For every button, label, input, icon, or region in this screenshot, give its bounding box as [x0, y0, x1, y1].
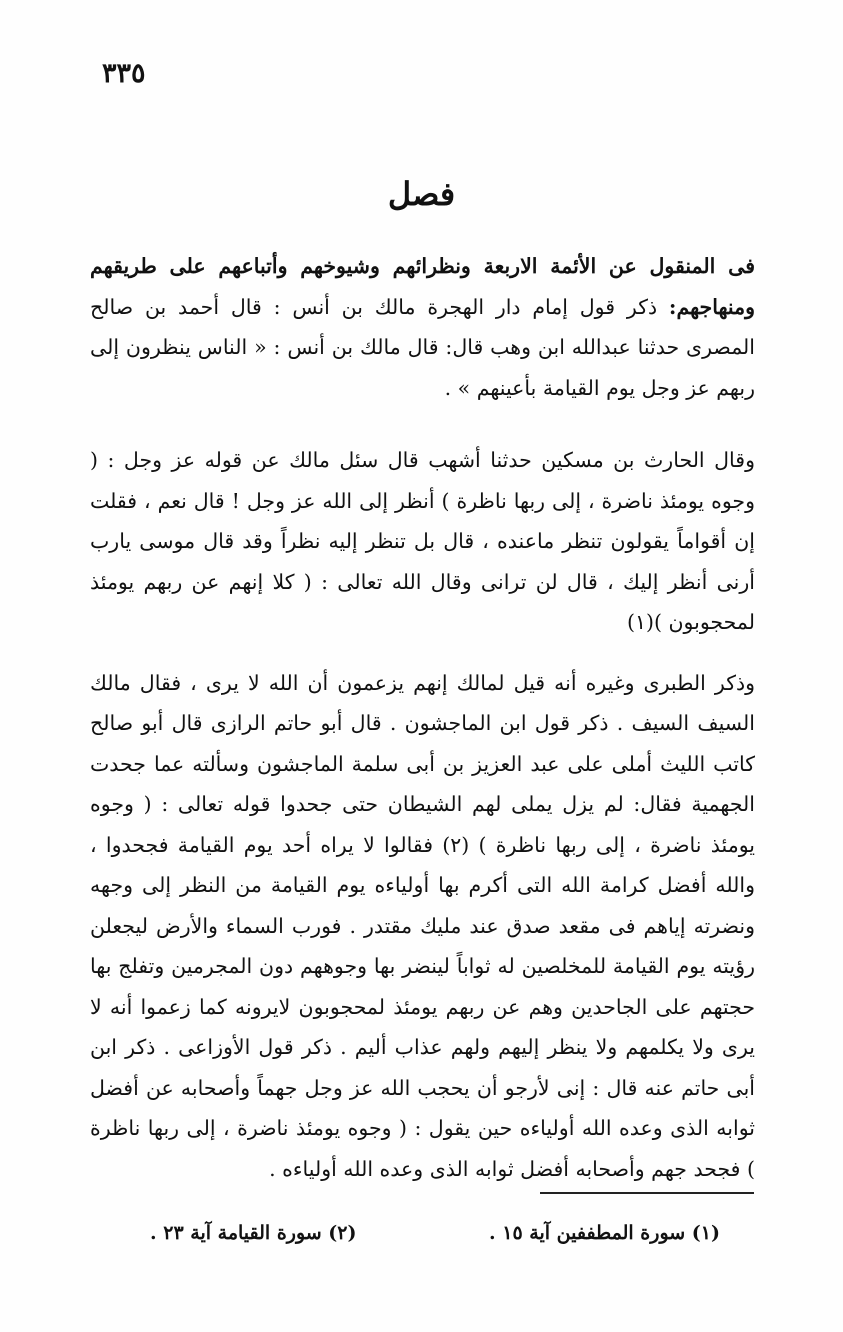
- paragraph-1-text: ذكر قول إمام دار الهجرة مالك بن أنس : قال أحمد بن صالح المصرى حدثنا عبدالله ابن وهب قال: قال مالك بن أنس : « الناس ينظرون إلى ربهم عز وجل يوم القيامة بأعينهم » .: [90, 294, 755, 400]
- paragraph-3-text: وذكر الطبرى وغيره أنه قيل لمالك إنهم يزعمون أن الله لا يرى ، فقال مالك السيف السيف . ذكر قول ابن الماجشون . قال أبو حاتم الرازى قال أبو صالح كاتب الليث أملى على عبد العزيز بن أبى سلمة الماجشون وسألته عما جحدت الجهمية فقال: لم يزل يملى لهم الشيطان حتى جحدوا قوله تعالى : ( وجوه يومئذ ناضرة ، إلى ربها ناظرة ) (٢) فقالوا لا يراه أحد يوم القيامة فجحدوا ، والله أفضل كرامة الله التى أكرم بها أولياءه يوم القيامة من النظر إلى وجهه ونضرته إياهم فى مقعد صدق عند مليك مقتدر . فورب السماء والأرض ليجعلن رؤيته يوم القيامة للمخلصين له ثواباً لينضر بها وجوههم دون المجرمين وتفلج بها حجتهم على الجاحدين وهم عن ربهم يومئذ لمحجوبون لايرونه كما زعموا أنه لا يرى ولا يكلمهم ولا ينظر إليهم ولهم عذاب أليم . ذكر قول الأوزاعى . ذكر ابن أبى حاتم عنه قال : إنى لأرجو أن يحجب الله عز وجل جهماً وأصحابه عن أفضل ثوابه الذى وعده الله أولياءه حين يقول : ( وجوه يومئذ ناضرة ، إلى ربها ناظرة ) فجحد جهم وأصحابه أفضل ثوابه الذى وعده الله أولياءه .: [90, 670, 755, 1181]
- paragraph-1-lead: فى المنقول عن الأئمة الاربعة ونظرائهم وشيوخهم وأتباعهم على طريقهم ومنهاجهم:: [90, 254, 755, 319]
- paragraph-3: [90, 663, 755, 1190]
- footnote-1: (١) سورة المطففين آية ١٥ .: [489, 1222, 720, 1244]
- footnotes: [150, 1222, 720, 1244]
- footnote-2: (٢) سورة القيامة آية ٢٣ .: [150, 1222, 357, 1244]
- paragraph-2-text: وقال الحارث بن مسكين حدثنا أشهب قال سئل مالك عن قوله عز وجل : ( وجوه يومئذ ناضرة ، إلى ربها ناظرة ) أنظر إلى الله عز وجل ! قال نعم ، فقلت إن أقواماً يقولون تنظر ماعنده ، قال بل تنظر إليه نظراً وقد قال موسى يارب أرنى أنظر إليك ، قال لن ترانى وقال الله تعالى : ( كلا إنهم عن ربهم يومئذ لمحجوبون )(١): [90, 448, 755, 634]
- section-title: فصل: [387, 175, 456, 213]
- paragraph-2: [90, 440, 755, 643]
- paragraph-1: [90, 246, 755, 408]
- page-number: ٣٣٥: [102, 58, 146, 89]
- body-text: [90, 246, 755, 1189]
- footnote-divider: [540, 1192, 754, 1194]
